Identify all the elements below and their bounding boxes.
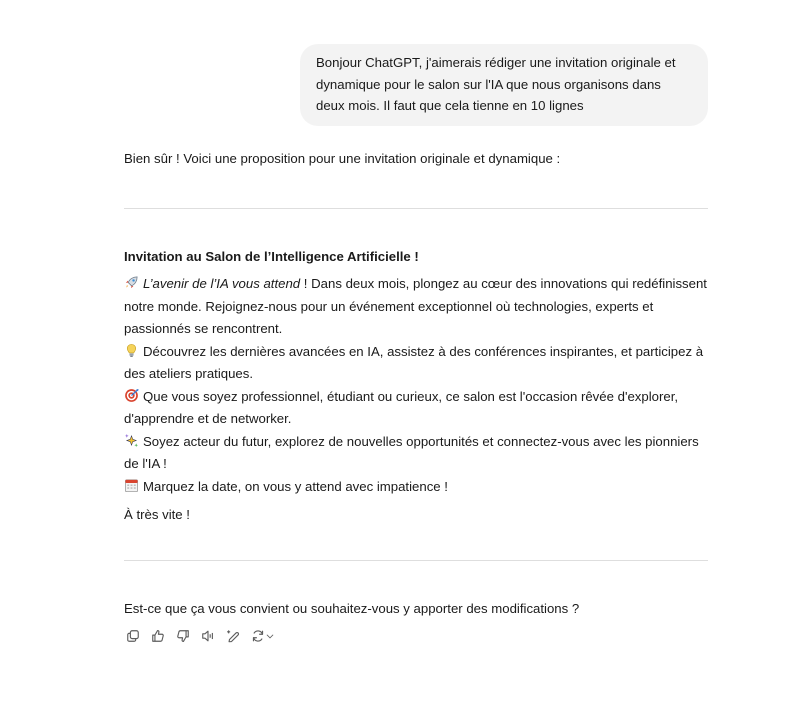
edit-in-canvas-button[interactable] xyxy=(225,628,240,643)
invitation-text: Marquez la date, on vous y attend avec impatience ! xyxy=(143,478,448,494)
assistant-message xyxy=(124,148,708,643)
lightbulb-icon xyxy=(124,343,139,358)
pen-sparkle-icon xyxy=(226,629,240,643)
thumbs-up-icon xyxy=(151,629,165,643)
bad-response-button[interactable] xyxy=(175,628,190,643)
chevron-down-icon xyxy=(265,631,275,641)
assistant-question: Est-ce que ça vous convient ou souhaitez-vous y apporter des modifications ? xyxy=(124,600,580,616)
copy-icon xyxy=(126,629,140,643)
invitation-emphasis: L’avenir de l’IA vous attend xyxy=(143,276,301,291)
regenerate-button[interactable] xyxy=(250,628,276,643)
rocket-icon xyxy=(124,275,139,290)
read-aloud-button[interactable] xyxy=(200,628,215,643)
calendar-icon xyxy=(124,478,139,493)
sparkles-icon xyxy=(124,433,139,448)
invitation-paragraph xyxy=(124,386,708,431)
invitation-paragraph xyxy=(124,341,708,386)
invitation-text: Découvrez les dernières avancées en IA, assistez à des conférences inspirantes, et participez à des ateliers pratiques. xyxy=(124,343,704,381)
refresh-icon xyxy=(251,629,265,643)
thumbs-down-icon xyxy=(176,629,190,643)
user-message-row xyxy=(0,44,708,126)
speaker-icon xyxy=(201,629,215,643)
invitation-text: Que vous soyez professionnel, étudiant ou curieux, ce salon est l'occasion rêvée d'explorer, d'apprendre et de networker. xyxy=(124,388,679,426)
target-icon xyxy=(124,388,139,403)
invitation-title: Invitation au Salon de l’Intelligence Artificielle ! xyxy=(124,248,419,264)
good-response-button[interactable] xyxy=(150,628,165,643)
user-message-text: Bonjour ChatGPT, j'aimerais rédiger une invitation originale et dynamique pour le salon sur l'IA que nous organisons dans deux mois. Il faut que cela tienne en 10 lignes xyxy=(316,55,676,113)
divider xyxy=(124,208,708,209)
divider xyxy=(124,560,708,561)
user-message-bubble xyxy=(300,44,708,126)
invitation-paragraph xyxy=(124,476,708,499)
assistant-intro: Bien sûr ! Voici une proposition pour une invitation originale et dynamique : xyxy=(124,151,561,166)
invitation-text: Soyez acteur du futur, explorez de nouvelles opportunités et connectez-vous avec les pionniers de l'IA ! xyxy=(124,433,699,471)
invitation-paragraph xyxy=(124,273,708,341)
invitation-paragraph xyxy=(124,431,708,476)
copy-button[interactable] xyxy=(125,628,140,643)
message-actions xyxy=(125,628,708,643)
invitation-closing: À très vite ! xyxy=(124,507,190,522)
invitation-text: ! Dans deux mois, plongez au cœur des innovations qui redéfinissent notre monde. Rejoignez-nous pour un événement exceptionnel où technologies, experts et passionnés se rencontrent. xyxy=(124,276,707,336)
